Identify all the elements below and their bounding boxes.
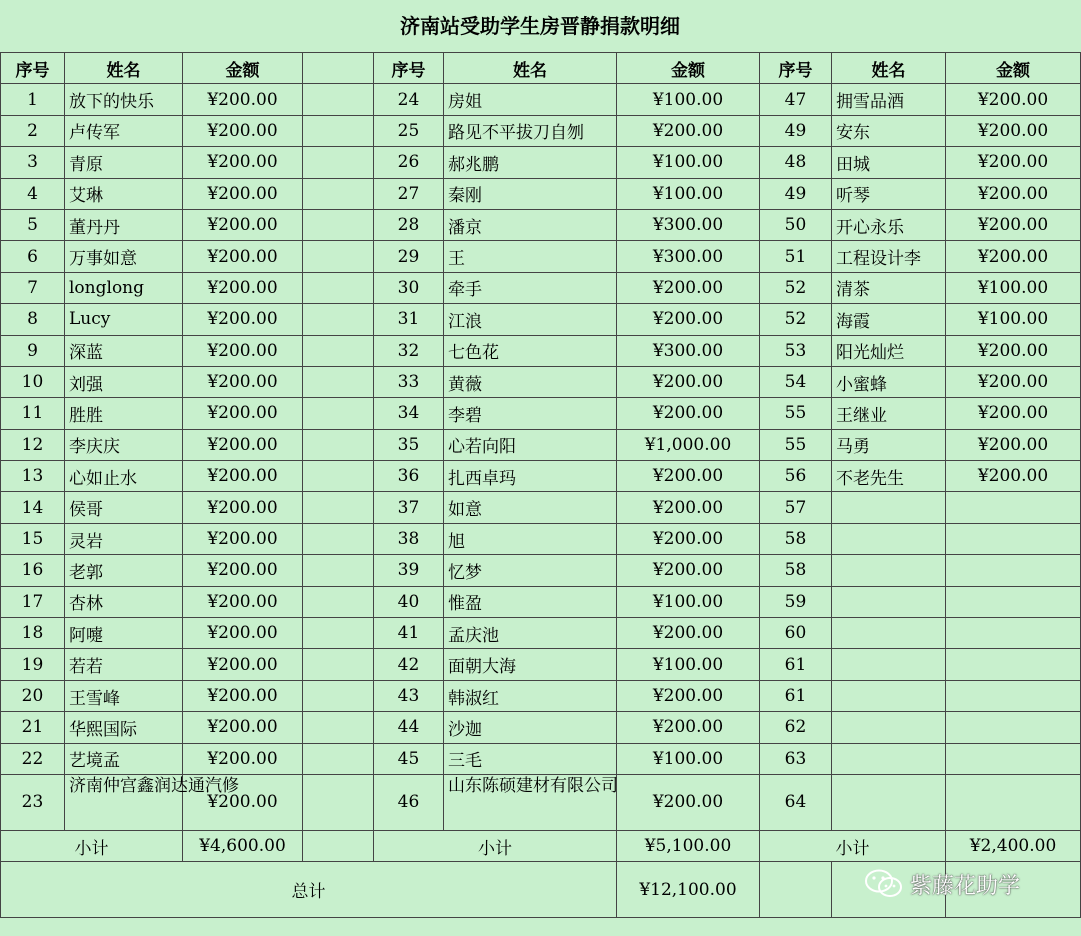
amount-cell: ¥200.00 bbox=[183, 147, 303, 178]
header-row bbox=[1, 53, 1081, 84]
name-cell bbox=[832, 523, 946, 554]
name-cell bbox=[832, 680, 946, 711]
seq-cell: 52 bbox=[760, 304, 832, 335]
seq-cell: 40 bbox=[374, 586, 444, 617]
seq-cell: 37 bbox=[374, 492, 444, 523]
table-row bbox=[1, 398, 1081, 429]
table-row bbox=[1, 272, 1081, 303]
seq-cell: 51 bbox=[760, 241, 832, 272]
amount-cell bbox=[946, 555, 1081, 586]
name-cell: 万事如意 bbox=[65, 241, 183, 272]
table-row bbox=[1, 335, 1081, 366]
seq-cell: 5 bbox=[1, 209, 65, 240]
amount-cell: ¥200.00 bbox=[617, 555, 760, 586]
seq-cell: 24 bbox=[374, 84, 444, 115]
total-label: 总计 bbox=[1, 862, 617, 918]
name-cell: 王 bbox=[444, 241, 617, 272]
name-cell: 牵手 bbox=[444, 272, 617, 303]
name-cell: 王继业 bbox=[832, 398, 946, 429]
amount-cell: ¥200.00 bbox=[617, 272, 760, 303]
amount-cell: ¥200.00 bbox=[946, 366, 1081, 397]
blank-cell bbox=[303, 649, 374, 680]
seq-cell: 6 bbox=[1, 241, 65, 272]
seq-cell: 59 bbox=[760, 586, 832, 617]
amount-cell: ¥200.00 bbox=[183, 555, 303, 586]
amount-cell: ¥200.00 bbox=[946, 398, 1081, 429]
table-row bbox=[1, 115, 1081, 146]
amount-cell bbox=[946, 712, 1081, 743]
subtotal-row bbox=[1, 830, 1081, 861]
subtotal-label: 小计 bbox=[1, 830, 183, 861]
seq-cell: 55 bbox=[760, 429, 832, 460]
name-cell: 秦刚 bbox=[444, 178, 617, 209]
amount-cell bbox=[946, 649, 1081, 680]
name-cell: 安东 bbox=[832, 115, 946, 146]
amount-cell: ¥200.00 bbox=[946, 147, 1081, 178]
name-cell: 韩淑红 bbox=[444, 680, 617, 711]
amount-cell: ¥200.00 bbox=[183, 272, 303, 303]
amount-cell: ¥200.00 bbox=[183, 115, 303, 146]
seq-cell: 39 bbox=[374, 555, 444, 586]
amount-cell: ¥200.00 bbox=[617, 492, 760, 523]
seq-cell: 30 bbox=[374, 272, 444, 303]
seq-cell: 53 bbox=[760, 335, 832, 366]
blank-cell bbox=[303, 272, 374, 303]
amount-cell: ¥200.00 bbox=[946, 178, 1081, 209]
name-cell bbox=[832, 555, 946, 586]
name-cell: 深蓝 bbox=[65, 335, 183, 366]
seq-cell: 29 bbox=[374, 241, 444, 272]
seq-cell: 31 bbox=[374, 304, 444, 335]
name-cell: 刘强 bbox=[65, 366, 183, 397]
name-cell: 海霞 bbox=[832, 304, 946, 335]
seq-cell: 61 bbox=[760, 649, 832, 680]
seq-cell: 15 bbox=[1, 523, 65, 554]
seq-cell: 48 bbox=[760, 147, 832, 178]
name-cell: 杏林 bbox=[65, 586, 183, 617]
name-cell bbox=[832, 712, 946, 743]
name-cell: 路见不平拔刀自刎 bbox=[444, 115, 617, 146]
blank-cell bbox=[303, 241, 374, 272]
amount-cell bbox=[946, 743, 1081, 774]
name-cell: 胜胜 bbox=[65, 398, 183, 429]
amount-cell: ¥200.00 bbox=[183, 84, 303, 115]
name-cell: 清茶 bbox=[832, 272, 946, 303]
amount-cell: ¥300.00 bbox=[617, 241, 760, 272]
blank-cell bbox=[303, 492, 374, 523]
seq-cell: 18 bbox=[1, 618, 65, 649]
name-cell bbox=[832, 586, 946, 617]
seq-cell: 32 bbox=[374, 335, 444, 366]
amount-cell: ¥300.00 bbox=[617, 209, 760, 240]
table-row bbox=[1, 712, 1081, 743]
header-seq: 序号 bbox=[1, 53, 65, 84]
seq-cell: 49 bbox=[760, 178, 832, 209]
amount-cell: ¥200.00 bbox=[183, 618, 303, 649]
name-cell: 阳光灿烂 bbox=[832, 335, 946, 366]
header-name: 姓名 bbox=[444, 53, 617, 84]
name-cell: 沙迦 bbox=[444, 712, 617, 743]
blank-cell bbox=[303, 743, 374, 774]
seq-cell: 27 bbox=[374, 178, 444, 209]
name-cell: 旭 bbox=[444, 523, 617, 554]
amount-cell: ¥200.00 bbox=[183, 649, 303, 680]
amount-cell: ¥200.00 bbox=[183, 429, 303, 460]
amount-cell: ¥200.00 bbox=[183, 523, 303, 554]
name-cell: 七色花 bbox=[444, 335, 617, 366]
blank-cell bbox=[303, 304, 374, 335]
amount-cell bbox=[946, 774, 1081, 830]
table-row bbox=[1, 178, 1081, 209]
table-row bbox=[1, 586, 1081, 617]
amount-cell: ¥200.00 bbox=[946, 335, 1081, 366]
table-row bbox=[1, 209, 1081, 240]
amount-cell: ¥100.00 bbox=[946, 304, 1081, 335]
header-name: 姓名 bbox=[832, 53, 946, 84]
amount-cell: ¥200.00 bbox=[617, 115, 760, 146]
subtotal-label: 小计 bbox=[374, 830, 617, 861]
name-cell: 华熙国际 bbox=[65, 712, 183, 743]
table-row bbox=[1, 461, 1081, 492]
amount-cell: ¥100.00 bbox=[617, 147, 760, 178]
blank-cell bbox=[303, 84, 374, 115]
name-cell: 若若 bbox=[65, 649, 183, 680]
watermark-text: 紫藤花助学 bbox=[910, 873, 1021, 899]
name-cell: 心如止水 bbox=[65, 461, 183, 492]
name-cell: 心若向阳 bbox=[444, 429, 617, 460]
amount-cell: ¥200.00 bbox=[183, 178, 303, 209]
name-cell: 阿嚏 bbox=[65, 618, 183, 649]
table-row bbox=[1, 774, 1081, 830]
blank-cell bbox=[303, 398, 374, 429]
seq-cell: 22 bbox=[1, 743, 65, 774]
name-cell: 三毛 bbox=[444, 743, 617, 774]
name-cell: 不老先生 bbox=[832, 461, 946, 492]
amount-cell: ¥200.00 bbox=[183, 680, 303, 711]
name-cell: 房姐 bbox=[444, 84, 617, 115]
blank-cell bbox=[303, 774, 374, 830]
seq-cell: 56 bbox=[760, 461, 832, 492]
seq-cell: 42 bbox=[374, 649, 444, 680]
donation-table bbox=[0, 52, 1081, 918]
amount-cell: ¥100.00 bbox=[617, 178, 760, 209]
name-cell: 孟庆池 bbox=[444, 618, 617, 649]
seq-cell: 17 bbox=[1, 586, 65, 617]
seq-cell: 25 bbox=[374, 115, 444, 146]
table-row bbox=[1, 147, 1081, 178]
header-amount: 金额 bbox=[617, 53, 760, 84]
blank-cell bbox=[303, 712, 374, 743]
amount-cell: ¥100.00 bbox=[617, 586, 760, 617]
name-cell bbox=[832, 649, 946, 680]
name-cell bbox=[832, 774, 946, 830]
amount-cell: ¥200.00 bbox=[617, 304, 760, 335]
amount-cell: ¥200.00 bbox=[183, 712, 303, 743]
name-cell: 王雪峰 bbox=[65, 680, 183, 711]
blank-cell bbox=[303, 147, 374, 178]
seq-cell: 57 bbox=[760, 492, 832, 523]
wechat-watermark bbox=[864, 868, 1020, 900]
table-row bbox=[1, 743, 1081, 774]
name-cell: 听琴 bbox=[832, 178, 946, 209]
blank-cell bbox=[303, 209, 374, 240]
name-cell: 灵岩 bbox=[65, 523, 183, 554]
name-cell: 李碧 bbox=[444, 398, 617, 429]
seq-cell: 21 bbox=[1, 712, 65, 743]
seq-cell: 1 bbox=[1, 84, 65, 115]
header-name: 姓名 bbox=[65, 53, 183, 84]
name-cell: 艾琳 bbox=[65, 178, 183, 209]
seq-cell: 52 bbox=[760, 272, 832, 303]
seq-cell: 2 bbox=[1, 115, 65, 146]
name-cell: 侯哥 bbox=[65, 492, 183, 523]
seq-cell: 45 bbox=[374, 743, 444, 774]
seq-cell: 58 bbox=[760, 555, 832, 586]
seq-cell: 8 bbox=[1, 304, 65, 335]
amount-cell: ¥200.00 bbox=[946, 115, 1081, 146]
amount-cell: ¥200.00 bbox=[183, 209, 303, 240]
blank-cell bbox=[303, 115, 374, 146]
name-cell: 忆梦 bbox=[444, 555, 617, 586]
blank-cell bbox=[303, 461, 374, 492]
blank-cell bbox=[303, 178, 374, 209]
amount-cell: ¥200.00 bbox=[183, 398, 303, 429]
seq-cell: 55 bbox=[760, 398, 832, 429]
seq-cell: 64 bbox=[760, 774, 832, 830]
table-row bbox=[1, 680, 1081, 711]
subtotal-value-1: ¥4,600.00 bbox=[183, 830, 303, 861]
name-cell: 艺境孟 bbox=[65, 743, 183, 774]
name-cell: 面朝大海 bbox=[444, 649, 617, 680]
name-cell: 老郭 bbox=[65, 555, 183, 586]
name-cell: 工程设计李 bbox=[832, 241, 946, 272]
table-body bbox=[1, 53, 1081, 918]
name-cell: 郝兆鹏 bbox=[444, 147, 617, 178]
seq-cell: 38 bbox=[374, 523, 444, 554]
amount-cell: ¥100.00 bbox=[617, 649, 760, 680]
header-amount: 金额 bbox=[946, 53, 1081, 84]
amount-cell bbox=[946, 523, 1081, 554]
subtotal-value-3: ¥2,400.00 bbox=[946, 830, 1081, 861]
seq-cell: 54 bbox=[760, 366, 832, 397]
amount-cell: ¥200.00 bbox=[617, 461, 760, 492]
amount-cell: ¥200.00 bbox=[946, 461, 1081, 492]
subtotal-value-2: ¥5,100.00 bbox=[617, 830, 760, 861]
amount-cell bbox=[946, 618, 1081, 649]
name-cell: 扎西卓玛 bbox=[444, 461, 617, 492]
blank-cell bbox=[760, 862, 832, 918]
seq-cell: 46 bbox=[374, 774, 444, 830]
seq-cell: 43 bbox=[374, 680, 444, 711]
name-cell: 如意 bbox=[444, 492, 617, 523]
table-row bbox=[1, 366, 1081, 397]
table-row bbox=[1, 84, 1081, 115]
amount-cell: ¥200.00 bbox=[183, 461, 303, 492]
amount-cell: ¥200.00 bbox=[183, 743, 303, 774]
name-cell: longlong bbox=[65, 272, 183, 303]
blank-cell bbox=[303, 618, 374, 649]
seq-cell: 44 bbox=[374, 712, 444, 743]
amount-cell: ¥200.00 bbox=[946, 84, 1081, 115]
blank-cell bbox=[303, 523, 374, 554]
amount-cell: ¥200.00 bbox=[946, 429, 1081, 460]
sheet-title: 济南站受助学生房晋静捐款明细 bbox=[0, 0, 1080, 53]
header-amount: 金额 bbox=[183, 53, 303, 84]
amount-cell: ¥200.00 bbox=[617, 774, 760, 830]
seq-cell: 9 bbox=[1, 335, 65, 366]
amount-cell: ¥200.00 bbox=[183, 304, 303, 335]
name-cell: 放下的快乐 bbox=[65, 84, 183, 115]
amount-cell: ¥200.00 bbox=[183, 586, 303, 617]
amount-cell: ¥200.00 bbox=[183, 492, 303, 523]
name-cell: 江浪 bbox=[444, 304, 617, 335]
seq-cell: 50 bbox=[760, 209, 832, 240]
seq-cell: 16 bbox=[1, 555, 65, 586]
seq-cell: 11 bbox=[1, 398, 65, 429]
amount-cell: ¥300.00 bbox=[617, 335, 760, 366]
amount-cell bbox=[946, 492, 1081, 523]
seq-cell: 13 bbox=[1, 461, 65, 492]
amount-cell: ¥200.00 bbox=[617, 398, 760, 429]
seq-cell: 63 bbox=[760, 743, 832, 774]
name-cell: 田城 bbox=[832, 147, 946, 178]
header-seq: 序号 bbox=[760, 53, 832, 84]
name-cell: 卢传军 bbox=[65, 115, 183, 146]
name-cell: 小蜜蜂 bbox=[832, 366, 946, 397]
seq-cell: 14 bbox=[1, 492, 65, 523]
seq-cell: 19 bbox=[1, 649, 65, 680]
seq-cell: 47 bbox=[760, 84, 832, 115]
name-cell: 李庆庆 bbox=[65, 429, 183, 460]
seq-cell: 26 bbox=[374, 147, 444, 178]
name-cell: 青原 bbox=[65, 147, 183, 178]
seq-cell: 33 bbox=[374, 366, 444, 397]
amount-cell bbox=[946, 680, 1081, 711]
seq-cell: 35 bbox=[374, 429, 444, 460]
seq-cell: 3 bbox=[1, 147, 65, 178]
table-row bbox=[1, 649, 1081, 680]
amount-cell: ¥200.00 bbox=[617, 618, 760, 649]
amount-cell: ¥200.00 bbox=[617, 366, 760, 397]
blank-cell bbox=[303, 555, 374, 586]
amount-cell: ¥200.00 bbox=[946, 209, 1081, 240]
amount-cell: ¥100.00 bbox=[946, 272, 1081, 303]
blank-cell bbox=[303, 830, 374, 861]
name-cell bbox=[832, 743, 946, 774]
amount-cell bbox=[946, 586, 1081, 617]
seq-cell: 7 bbox=[1, 272, 65, 303]
name-cell: 黄薇 bbox=[444, 366, 617, 397]
amount-cell: ¥200.00 bbox=[183, 241, 303, 272]
seq-cell: 12 bbox=[1, 429, 65, 460]
header-seq: 序号 bbox=[374, 53, 444, 84]
name-cell bbox=[832, 492, 946, 523]
seq-cell: 20 bbox=[1, 680, 65, 711]
amount-cell: ¥200.00 bbox=[183, 366, 303, 397]
table-row bbox=[1, 523, 1081, 554]
wechat-icon bbox=[864, 868, 904, 900]
name-cell: 马勇 bbox=[832, 429, 946, 460]
table-row bbox=[1, 304, 1081, 335]
table-row bbox=[1, 429, 1081, 460]
amount-cell: ¥200.00 bbox=[183, 774, 303, 830]
name-cell: 开心永乐 bbox=[832, 209, 946, 240]
table-row bbox=[1, 618, 1081, 649]
seq-cell: 23 bbox=[1, 774, 65, 830]
name-cell: 济南仲宫鑫润达通汽修 bbox=[65, 774, 183, 830]
seq-cell: 4 bbox=[1, 178, 65, 209]
blank-cell bbox=[303, 429, 374, 460]
seq-cell: 10 bbox=[1, 366, 65, 397]
name-cell: 拥雪品酒 bbox=[832, 84, 946, 115]
subtotal-label: 小计 bbox=[760, 830, 946, 861]
table-row bbox=[1, 241, 1081, 272]
seq-cell: 36 bbox=[374, 461, 444, 492]
seq-cell: 41 bbox=[374, 618, 444, 649]
amount-cell: ¥1,000.00 bbox=[617, 429, 760, 460]
name-cell: Lucy bbox=[65, 304, 183, 335]
seq-cell: 60 bbox=[760, 618, 832, 649]
amount-cell: ¥200.00 bbox=[617, 523, 760, 554]
table-row bbox=[1, 555, 1081, 586]
blank-cell bbox=[303, 366, 374, 397]
amount-cell: ¥200.00 bbox=[617, 712, 760, 743]
blank-cell bbox=[303, 680, 374, 711]
seq-cell: 62 bbox=[760, 712, 832, 743]
name-cell: 潘京 bbox=[444, 209, 617, 240]
blank-cell bbox=[303, 586, 374, 617]
total-value: ¥12,100.00 bbox=[617, 862, 760, 918]
name-cell: 山东陈硕建材有限公司 bbox=[444, 774, 617, 830]
amount-cell: ¥100.00 bbox=[617, 84, 760, 115]
name-cell: 惟盈 bbox=[444, 586, 617, 617]
name-cell bbox=[832, 618, 946, 649]
amount-cell: ¥100.00 bbox=[617, 743, 760, 774]
seq-cell: 28 bbox=[374, 209, 444, 240]
amount-cell: ¥200.00 bbox=[183, 335, 303, 366]
name-cell: 董丹丹 bbox=[65, 209, 183, 240]
table-row bbox=[1, 492, 1081, 523]
seq-cell: 58 bbox=[760, 523, 832, 554]
seq-cell: 34 bbox=[374, 398, 444, 429]
seq-cell: 49 bbox=[760, 115, 832, 146]
amount-cell: ¥200.00 bbox=[946, 241, 1081, 272]
amount-cell: ¥200.00 bbox=[617, 680, 760, 711]
blank-cell bbox=[303, 53, 374, 84]
blank-cell bbox=[303, 335, 374, 366]
seq-cell: 61 bbox=[760, 680, 832, 711]
